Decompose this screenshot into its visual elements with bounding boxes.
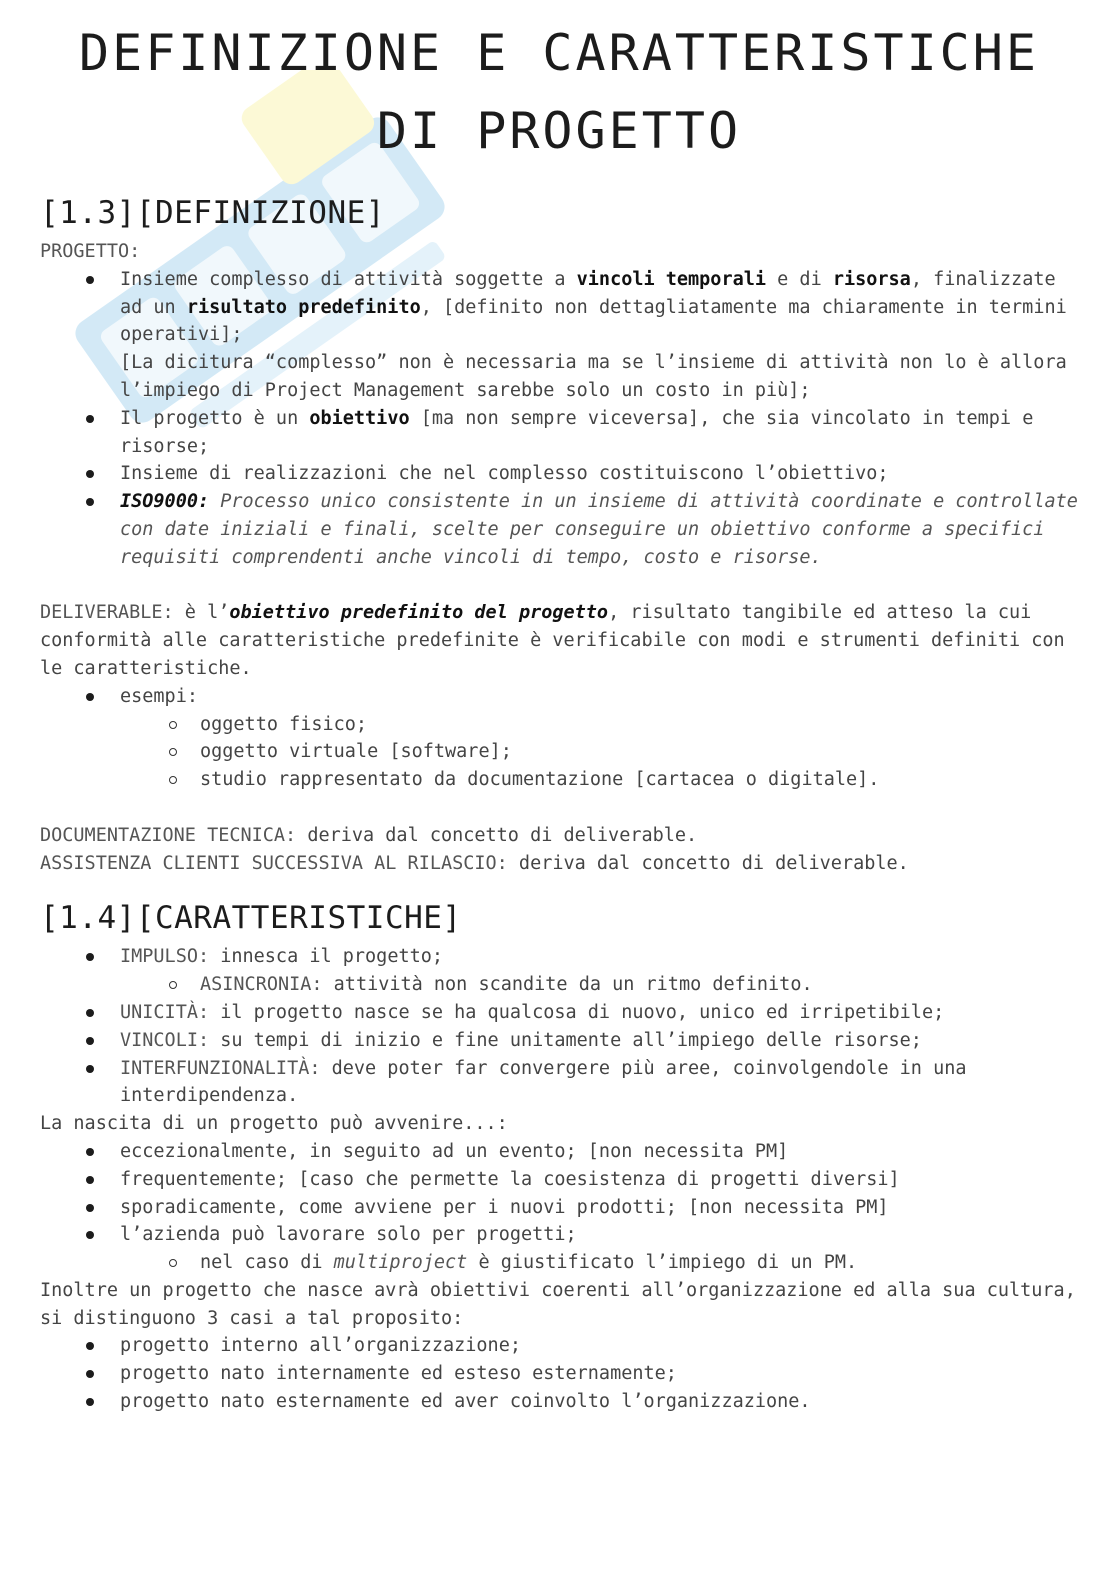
nascita-intro: La nascita di un progetto può avvenire...:	[40, 1113, 508, 1135]
multiproject-sublist	[120, 1249, 1085, 1277]
assistenza-clienti-line: ASSISTENZA CLIENTI SUCCESSIVA AL RILASCIO: deriva dal concetto di deliverable.	[40, 852, 909, 874]
list-item: ISO9000: Processo unico consistente in un insieme di attività coordinate e controllate con date iniziali e finali, scelte per conseguire un obiettivo conforme a specifici requisiti comprendenti anche vincoli di tempo, costo e risorse.	[120, 488, 1085, 571]
section-heading-caratteristiche: [1.4][CARATTERISTICHE]	[40, 900, 462, 937]
esempi-list	[40, 683, 1085, 794]
list-item: progetto nato esternamente ed aver coinvolto l’organizzazione.	[120, 1388, 1085, 1416]
list-item: sporadicamente, come avviene per i nuovi prodotti; [non necessita PM]	[120, 1194, 1085, 1222]
list-item: eccezionalmente, in seguito ad un evento; [non necessita PM]	[120, 1138, 1085, 1166]
progetto-label: PROGETTO:	[40, 241, 141, 262]
title-line-1: DEFINIZIONE E CARATTERISTICHE	[79, 24, 1039, 82]
nascita-list	[40, 1138, 1085, 1277]
deliverable-paragraph: DELIVERABLE: è l’obiettivo predefinito del progetto, risultato tangibile ed atteso la cui conformità alle caratteristiche predefinite è verificabile con modi e strumenti definiti con le caratteristiche.	[40, 602, 1065, 679]
list-item: oggetto fisico;	[200, 711, 1085, 739]
impulso-sublist	[120, 971, 1085, 999]
list-item: esempi: oggetto fisico; oggetto virtuale [software]; studio rappresentato da documentazione [cartacea o digitale].	[120, 683, 1085, 794]
title-line-2: DI PROGETTO	[376, 102, 742, 160]
list-item: VINCOLI: su tempi di inizio e fine unitamente all’impiego delle risorse;	[120, 1027, 1085, 1055]
list-item: Il progetto è un obiettivo [ma non sempre viceversa], che sia vincolato in tempi e risorse;	[120, 405, 1085, 461]
documentazione-tecnica-line: DOCUMENTAZIONE TECNICA: deriva dal concetto di deliverable.	[40, 824, 698, 846]
progetto-definition-list	[40, 266, 1085, 572]
list-item: studio rappresentato da documentazione [cartacea o digitale].	[200, 766, 1085, 794]
list-item: progetto nato internamente ed esteso esternamente;	[120, 1360, 1085, 1388]
list-item: INTERFUNZIONALITÀ: deve poter far convergere più aree, coinvolgendole in una interdipendenza.	[120, 1055, 1085, 1111]
list-item: frequentemente; [caso che permette la coesistenza di progetti diversi]	[120, 1166, 1085, 1194]
list-item: Insieme di realizzazioni che nel complesso costituiscono l’obiettivo;	[120, 460, 1085, 488]
section-heading-definizione: [1.3][DEFINIZIONE]	[40, 195, 385, 231]
page-title	[0, 14, 1118, 170]
list-item: Insieme complesso di attività soggette a vincoli temporali e di risorsa, finalizzate ad un risultato predefinito, [definito non dettagliatamente ma chiaramente in termini operativi]; [La dicitura “complesso” non è necessaria ma se l’insieme di attività non lo è allora l’impiego di Project Management sarebbe solo un costo in più];	[120, 266, 1085, 405]
list-item: l’azienda può lavorare solo per progetti; nel caso di multiproject è giustificato l’impiego di un PM.	[120, 1221, 1085, 1277]
list-item: UNICITÀ: il progetto nasce se ha qualcosa di nuovo, unico ed irripetibile;	[120, 999, 1085, 1027]
list-item: oggetto virtuale [software];	[200, 738, 1085, 766]
document-body	[40, 190, 1085, 1416]
casi-list	[40, 1332, 1085, 1415]
list-item: progetto interno all’organizzazione;	[120, 1332, 1085, 1360]
list-item: IMPULSO: innesca il progetto; ASINCRONIA: attività non scandite da un ritmo definito.	[120, 943, 1085, 999]
inoltre-paragraph: Inoltre un progetto che nasce avrà obiettivi coerenti all’organizzazione ed alla sua cultura, si distinguono 3 casi a tal proposito:	[40, 1279, 1076, 1329]
list-item: ASINCRONIA: attività non scandite da un ritmo definito.	[200, 971, 1085, 999]
caratteristiche-list	[40, 943, 1085, 1110]
list-item: nel caso di multiproject è giustificato l’impiego di un PM.	[200, 1249, 1085, 1277]
esempi-sublist	[120, 711, 1085, 794]
complesso-note: [La dicitura “complesso” non è necessaria ma se l’insieme di attività non lo è allora l’impiego di Project Management sarebbe solo un costo in più];	[120, 352, 1067, 401]
